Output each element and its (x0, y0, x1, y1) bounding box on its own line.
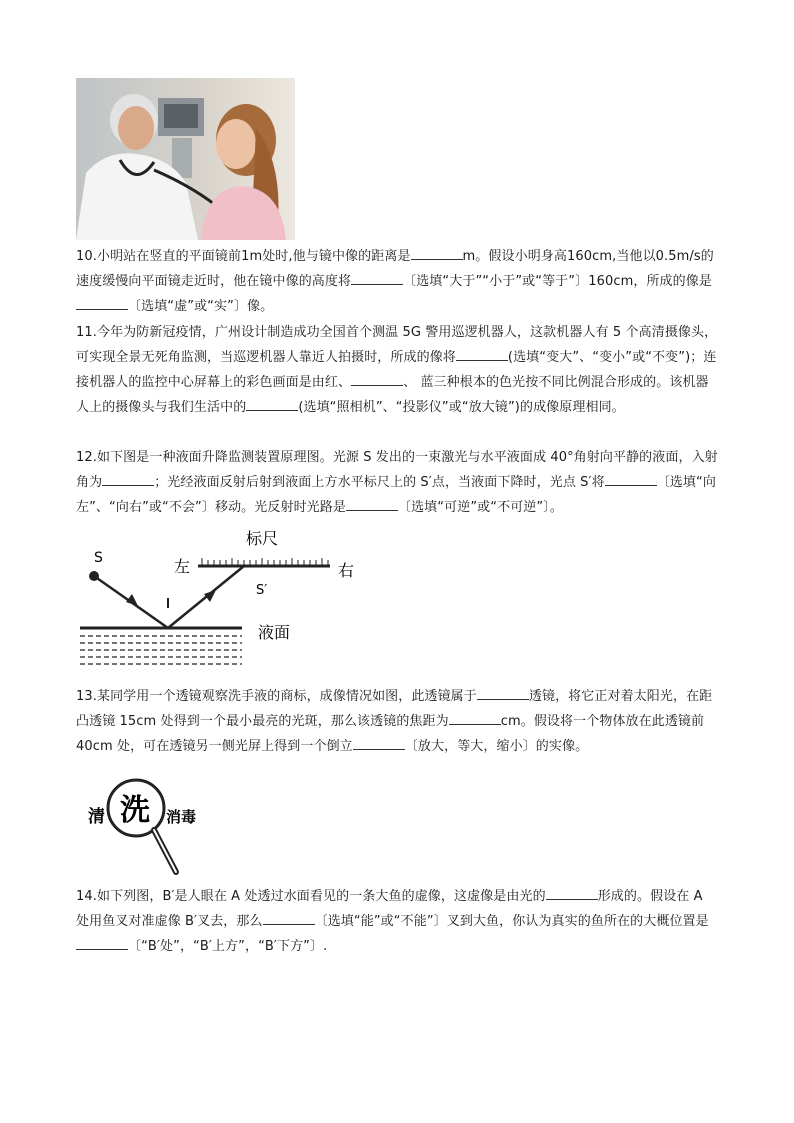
magnifier-logo-figure (80, 778, 220, 882)
q12-text-4: 〔选填“可逆”或“不可逆”〕。 (397, 500, 563, 515)
logo-right-text: 消毒 (166, 808, 197, 826)
answer-blank[interactable] (102, 471, 154, 486)
ruler-label: 标尺 (246, 529, 279, 548)
q12-text-2: ；光经液面反射后射到液面上方水平标尺上的 S′点，当液面下降时，光点 S′将 (154, 475, 605, 490)
q10-text-3: 〔选填“大于”“小于”或“等于”〕160cm，所成的像是 (403, 274, 712, 289)
q14-text-2: 形成的。假设在 A 处用鱼叉对准虚像 B′叉去，那么 (76, 889, 703, 929)
answer-blank[interactable] (449, 710, 501, 725)
logo-left-text: 清 (88, 807, 105, 827)
question-11 (76, 320, 718, 420)
answer-blank[interactable] (351, 270, 403, 285)
spot-label: S′ (256, 583, 268, 598)
answer-blank[interactable] (246, 396, 298, 411)
q10-text-1: 10.小明站在竖直的平面镜前1m处时,他与镜中像的距离是 (76, 249, 411, 264)
q11-text-1: 11.今年为防新冠疫情，广州设计制造成功全国首个测温 5G 警用巡逻机器人，这款机器人有 5 个高清摄像头，可实现全景无死角监测，当巡逻机器人靠近人拍摄时，所成的像将 (76, 325, 718, 365)
q11-text-4: (选填“照相机”、“投影仪”或“放大镜”)的成像原理相同。 (298, 400, 625, 415)
source-label: S (94, 550, 103, 566)
answer-blank[interactable] (76, 295, 128, 310)
q13-text-3: cm。假设将一个物体放在此透镜前 40cm 处，可在透镜另一侧光屏上得到一个倒立 (76, 714, 705, 754)
answer-blank[interactable] (477, 685, 529, 700)
q14-text-1: 14.如下列图，B′是人眼在 A 处透过水面看见的一条大鱼的虚像，这虚像是由光的 (76, 889, 546, 904)
answer-blank[interactable] (456, 346, 508, 361)
q12-text-3: 〔选填“向左”、“向右”或“不会”〕移动。光反射时光路是 (76, 475, 716, 515)
q10-text-2: m。假设小明身高160cm,当他以0.5m/s的速度缓慢向平面镜走近时，他在镜中像的高度将 (76, 249, 714, 289)
q14-text-3: 〔选填“能”或“不能”〕叉到大鱼，你认为真实的鱼所在的大概位置是 (314, 914, 709, 929)
answer-blank[interactable] (546, 885, 598, 900)
q13-text-1: 13.某同学用一个透镜观察洗手液的商标，成像情况如图，此透镜属于 (76, 689, 477, 704)
answer-blank[interactable] (353, 735, 405, 750)
right-label: 右 (338, 561, 355, 580)
doctor-child-photo (76, 78, 295, 240)
liquid-label: 液面 (258, 623, 291, 642)
q11-text-3: 、 蓝三种根本的色光按不同比例混合形成的。该机器人上的摄像头与我们生活中的 (76, 375, 709, 415)
question-14 (76, 884, 718, 959)
answer-blank[interactable] (346, 496, 398, 511)
answer-blank[interactable] (411, 245, 463, 260)
answer-blank[interactable] (351, 371, 403, 386)
question-12 (76, 445, 718, 520)
left-label: 左 (174, 557, 191, 576)
q11-text-2: (选填“变大”、“变小”或“不变”)；连接机器人的监控中心屏幕上的彩色画面是由红、 (76, 350, 717, 390)
q13-text-2: 透镜，将它正对着太阳光，在距凸透镜 15cm 处得到一个最小最亮的光斑，那么该透镜的焦距为 (76, 689, 713, 729)
liquid-level-diagram (76, 522, 376, 676)
answer-blank[interactable] (263, 910, 315, 925)
q13-text-4: 〔放大，等大，缩小〕的实像。 (404, 739, 589, 754)
answer-blank[interactable] (605, 471, 657, 486)
logo-center-text: 洗 (120, 793, 150, 828)
q10-text-4: 〔选填“虚”或“实”〕像。 (128, 299, 274, 314)
question-13 (76, 684, 718, 759)
q14-text-4: 〔“B′处”，“B′上方”，“B′下方”〕. (128, 939, 328, 954)
answer-blank[interactable] (76, 935, 128, 950)
question-10 (76, 244, 718, 319)
q12-text-1: 12.如下图是一种液面升降监测装置原理图。光源 S 发出的一束激光与水平液面成 40°角射向平静的液面，入射角为 (76, 450, 718, 490)
